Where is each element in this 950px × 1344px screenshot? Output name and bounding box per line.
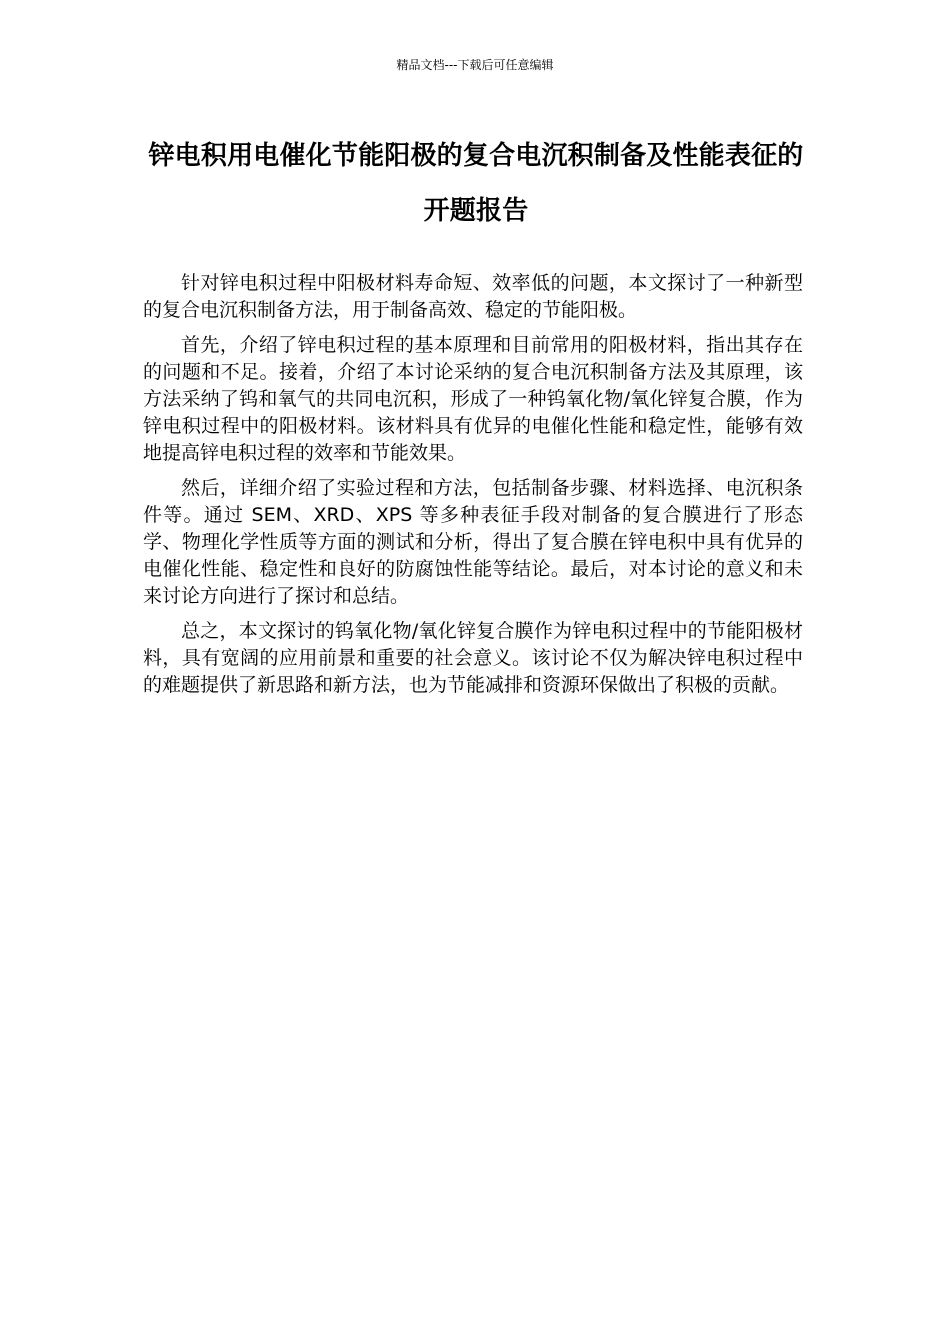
document-body: [143, 270, 803, 707]
paragraph-background-method: 首先，介绍了锌电积过程的基本原理和目前常用的阳极材料，指出其存在的问题和不足。接着，介绍了本讨论采纳的复合电沉积制备方法及其原理，该方法采纳了钨和氧气的共同电沉积，形成了一种钨氧化物/氧化锌复合膜，作为锌电积过程中的阳极材料。该材料具有优异的电催化性能和稳定性，能够有效地提高锌电积过程的效率和节能效果。: [143, 334, 803, 464]
page-header-note: 精品文档---下载后可任意编辑: [396, 58, 554, 72]
paragraph-intro: 针对锌电积过程中阳极材料寿命短、效率低的问题，本文探讨了一种新型的复合电沉积制备方法，用于制备高效、稳定的节能阳极。: [143, 272, 803, 321]
paragraph-experiment: 然后，详细介绍了实验过程和方法，包括制备步骤、材料选择、电沉积条件等。通过 SEM、XRD、XPS 等多种表征手段对制备的复合膜进行了形态学、物理化学性质等方面的测试和分析，得出了复合膜在锌电积中具有优异的电催化性能、稳定性和良好的防腐蚀性能等结论。最后，对本讨论的意义和未来讨论方向进行了探讨和总结。: [143, 477, 803, 607]
document-title: 锌电积用电催化节能阳极的复合电沉积制备及性能表征的开题报告: [148, 141, 804, 226]
paragraph-conclusion: 总之，本文探讨的钨氧化物/氧化锌复合膜作为锌电积过程中的节能阳极材料，具有宽阔的应用前景和重要的社会意义。该讨论不仅为解决锌电积过程中的难题提供了新思路和新方法，也为节能减排和资源环保做出了积极的贡献。: [143, 620, 803, 696]
